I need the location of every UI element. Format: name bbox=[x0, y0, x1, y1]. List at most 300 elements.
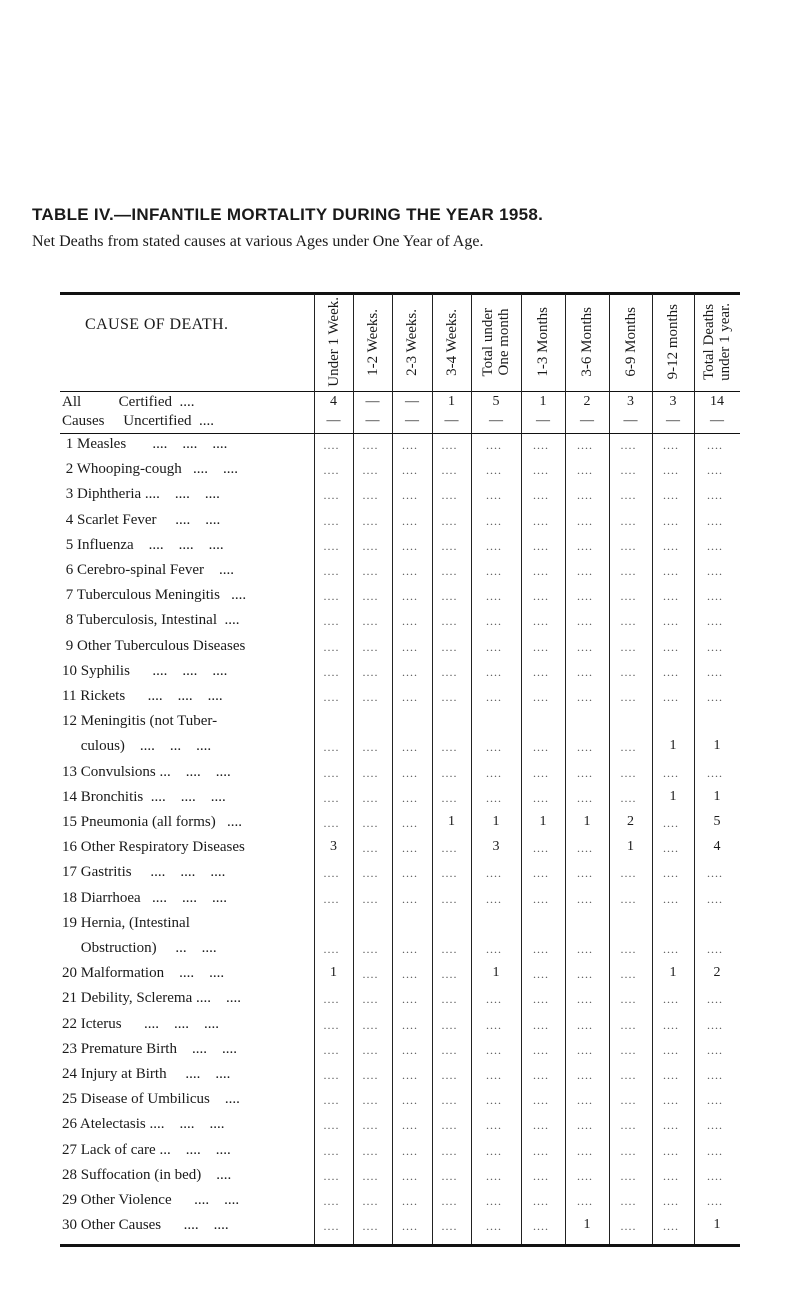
empty-cell: .... bbox=[707, 438, 723, 452]
empty-cell: .... bbox=[620, 1118, 637, 1133]
empty-cell: .... bbox=[486, 942, 502, 956]
empty-cell: .... bbox=[362, 1017, 379, 1032]
empty-cell: .... bbox=[533, 538, 549, 553]
empty-cell: .... bbox=[402, 639, 418, 654]
empty-cell: .... bbox=[486, 1194, 502, 1208]
empty-cell: .... bbox=[707, 463, 723, 478]
empty-cell: .... bbox=[707, 1017, 723, 1032]
empty-cell: .... bbox=[620, 438, 637, 452]
empty-cell: .... bbox=[402, 1194, 418, 1208]
empty-cell: .... bbox=[663, 816, 679, 830]
column-header-label: 3-4 Weeks. bbox=[443, 308, 460, 376]
empty-cell: .... bbox=[577, 513, 593, 528]
empty-cell: .... bbox=[533, 992, 549, 1007]
cell-value: 1 bbox=[669, 965, 677, 981]
empty-cell: .... bbox=[577, 488, 593, 503]
cell-value: 14 bbox=[710, 394, 724, 409]
empty-cell: .... bbox=[402, 438, 418, 452]
table-row bbox=[60, 965, 740, 983]
cell-value: 1 bbox=[713, 788, 721, 804]
empty-cell: .... bbox=[707, 1168, 723, 1183]
cell-value: — bbox=[623, 413, 638, 428]
empty-cell: .... bbox=[707, 891, 723, 906]
empty-cell: .... bbox=[620, 664, 637, 679]
empty-cell: .... bbox=[486, 564, 502, 578]
column-header-label: 6-9 Months bbox=[622, 307, 639, 377]
table-row bbox=[60, 789, 740, 807]
empty-cell: .... bbox=[441, 690, 458, 704]
cause-label: 3 Diphtheria .... .... .... bbox=[62, 486, 220, 503]
empty-cell: .... bbox=[486, 1168, 502, 1183]
cause-label: 21 Debility, Sclerema .... .... bbox=[62, 990, 241, 1007]
column-header-label: 2-3 Weeks. bbox=[404, 308, 420, 376]
empty-cell: .... bbox=[620, 790, 637, 805]
empty-cell: .... bbox=[402, 538, 418, 553]
empty-cell: .... bbox=[362, 463, 379, 478]
column-header-label: 1-2 Weeks. bbox=[364, 308, 381, 376]
cause-label: 13 Convulsions ... .... .... bbox=[62, 763, 231, 780]
empty-cell: .... bbox=[533, 1219, 549, 1234]
empty-cell: .... bbox=[441, 866, 458, 881]
empty-cell: .... bbox=[663, 942, 679, 956]
cause-label: 19 Hernia, (Intestinal bbox=[62, 914, 190, 931]
empty-cell: .... bbox=[707, 1093, 723, 1108]
column-header bbox=[471, 294, 521, 390]
all-causes-rule bbox=[60, 433, 740, 434]
empty-cell: .... bbox=[441, 1042, 458, 1057]
cause-column-header: CAUSE OF DEATH. bbox=[85, 316, 229, 333]
cell-value: — bbox=[405, 413, 419, 428]
cause-label: culous) .... ... .... bbox=[62, 738, 212, 755]
empty-cell: .... bbox=[441, 438, 458, 452]
empty-cell: .... bbox=[402, 992, 418, 1007]
empty-cell: .... bbox=[362, 564, 379, 578]
empty-cell: .... bbox=[577, 1017, 593, 1032]
empty-cell: .... bbox=[707, 538, 723, 553]
empty-cell: .... bbox=[577, 1093, 593, 1108]
empty-cell: .... bbox=[402, 488, 418, 503]
table-row bbox=[60, 738, 740, 756]
empty-cell: .... bbox=[441, 463, 458, 478]
empty-cell: .... bbox=[533, 614, 549, 629]
cause-label: 26 Atelectasis .... .... .... bbox=[62, 1116, 225, 1133]
empty-cell: .... bbox=[533, 488, 549, 503]
empty-cell: .... bbox=[362, 639, 379, 654]
empty-cell: .... bbox=[533, 1093, 549, 1108]
cell-value: — bbox=[326, 413, 341, 428]
empty-cell: .... bbox=[486, 438, 502, 452]
empty-cell: .... bbox=[402, 967, 418, 982]
empty-cell: .... bbox=[323, 816, 340, 830]
empty-cell: .... bbox=[441, 1219, 458, 1234]
empty-cell: .... bbox=[620, 614, 637, 629]
empty-cell: .... bbox=[323, 1143, 340, 1158]
empty-cell: .... bbox=[620, 690, 637, 704]
empty-cell: .... bbox=[323, 438, 340, 452]
empty-cell: .... bbox=[663, 1118, 679, 1133]
empty-cell: .... bbox=[323, 1017, 340, 1032]
table-row bbox=[60, 1016, 740, 1034]
empty-cell: .... bbox=[362, 1042, 379, 1057]
empty-cell: .... bbox=[707, 1194, 723, 1208]
empty-cell: .... bbox=[663, 463, 679, 478]
empty-cell: .... bbox=[620, 538, 637, 553]
empty-cell: .... bbox=[402, 463, 418, 478]
empty-cell: .... bbox=[533, 639, 549, 654]
table-row bbox=[60, 612, 740, 630]
empty-cell: .... bbox=[362, 1068, 379, 1082]
empty-cell: .... bbox=[707, 1143, 723, 1158]
empty-cell: .... bbox=[402, 1068, 418, 1082]
empty-cell: .... bbox=[441, 639, 458, 654]
empty-cell: .... bbox=[323, 463, 340, 478]
column-header bbox=[392, 294, 432, 390]
table-row bbox=[60, 713, 740, 731]
empty-cell: .... bbox=[402, 1168, 418, 1183]
empty-cell: .... bbox=[486, 765, 502, 780]
empty-cell: .... bbox=[486, 891, 502, 906]
empty-cell: .... bbox=[577, 1168, 593, 1183]
cell-value: 3 bbox=[330, 839, 337, 855]
cell-value: — bbox=[710, 413, 724, 428]
cause-label: 28 Suffocation (in bed) .... bbox=[62, 1166, 232, 1183]
empty-cell: .... bbox=[323, 664, 340, 679]
empty-cell: .... bbox=[577, 866, 593, 881]
empty-cell: .... bbox=[402, 1219, 418, 1234]
cell-value: 1 bbox=[583, 814, 591, 829]
table-row bbox=[60, 1066, 740, 1084]
empty-cell: .... bbox=[402, 564, 418, 578]
empty-cell: .... bbox=[577, 438, 593, 452]
empty-cell: .... bbox=[402, 664, 418, 679]
empty-cell: .... bbox=[707, 664, 723, 679]
empty-cell: .... bbox=[533, 942, 549, 956]
empty-cell: .... bbox=[486, 589, 502, 604]
table-row bbox=[60, 814, 740, 832]
empty-cell: .... bbox=[441, 1093, 458, 1108]
empty-cell: .... bbox=[707, 589, 723, 604]
empty-cell: .... bbox=[362, 967, 379, 982]
empty-cell: .... bbox=[486, 1093, 502, 1108]
table-row bbox=[60, 562, 740, 580]
empty-cell: .... bbox=[533, 891, 549, 906]
column-header bbox=[652, 294, 694, 390]
cause-label: 15 Pneumonia (all forms) .... bbox=[62, 814, 242, 830]
empty-cell: .... bbox=[620, 1219, 637, 1234]
table-row bbox=[60, 1091, 740, 1109]
column-header bbox=[314, 294, 353, 390]
cause-label: 22 Icterus .... .... .... bbox=[62, 1015, 220, 1032]
empty-cell: .... bbox=[707, 992, 723, 1007]
table-row bbox=[60, 461, 740, 479]
empty-cell: .... bbox=[441, 589, 458, 604]
empty-cell: .... bbox=[402, 841, 418, 856]
empty-cell: .... bbox=[533, 564, 549, 578]
empty-cell: .... bbox=[486, 1068, 502, 1082]
cell-value: — bbox=[405, 394, 419, 409]
table-row bbox=[60, 587, 740, 605]
cell-value: — bbox=[666, 413, 680, 428]
cause-label: 23 Premature Birth .... .... bbox=[62, 1040, 237, 1057]
empty-cell: .... bbox=[620, 740, 637, 755]
empty-cell: .... bbox=[533, 765, 549, 780]
column-header bbox=[694, 294, 740, 390]
empty-cell: .... bbox=[402, 942, 418, 956]
column-header bbox=[609, 294, 652, 390]
cause-label: 18 Diarrhoea .... .... .... bbox=[62, 889, 227, 906]
empty-cell: .... bbox=[441, 790, 458, 805]
empty-cell: .... bbox=[323, 488, 340, 503]
table-row bbox=[60, 436, 740, 454]
cause-label: 11 Rickets .... .... .... bbox=[62, 688, 223, 704]
empty-cell: .... bbox=[323, 639, 340, 654]
empty-cell: .... bbox=[402, 1118, 418, 1133]
empty-cell: .... bbox=[577, 614, 593, 629]
empty-cell: .... bbox=[707, 1118, 723, 1133]
empty-cell: .... bbox=[323, 690, 340, 704]
empty-cell: .... bbox=[707, 765, 723, 780]
empty-cell: .... bbox=[486, 992, 502, 1007]
cause-label: All Certified .... bbox=[62, 394, 195, 410]
empty-cell: .... bbox=[577, 841, 593, 856]
cell-value: 3 bbox=[492, 839, 500, 855]
empty-cell: .... bbox=[486, 1017, 502, 1032]
table-row bbox=[60, 1217, 740, 1235]
empty-cell: .... bbox=[663, 866, 679, 881]
empty-cell: .... bbox=[663, 992, 679, 1007]
empty-cell: .... bbox=[533, 1042, 549, 1057]
empty-cell: .... bbox=[663, 664, 679, 679]
cell-value: 1 bbox=[448, 814, 455, 829]
empty-cell: .... bbox=[402, 1017, 418, 1032]
cause-label: Obstruction) ... .... bbox=[62, 940, 217, 956]
empty-cell: .... bbox=[577, 790, 593, 805]
empty-cell: .... bbox=[663, 1219, 679, 1234]
cell-value: 1 bbox=[539, 814, 547, 829]
empty-cell: .... bbox=[707, 564, 723, 578]
empty-cell: .... bbox=[663, 614, 679, 629]
empty-cell: .... bbox=[486, 740, 502, 755]
empty-cell: .... bbox=[663, 1017, 679, 1032]
column-header bbox=[565, 294, 609, 390]
empty-cell: .... bbox=[362, 438, 379, 452]
cause-label: 4 Scarlet Fever .... .... bbox=[62, 511, 221, 528]
empty-cell: .... bbox=[577, 589, 593, 604]
empty-cell: .... bbox=[577, 891, 593, 906]
empty-cell: .... bbox=[577, 463, 593, 478]
table-subtitle: Net Deaths from stated causes at various Ages under One Year of Age. bbox=[32, 233, 484, 250]
empty-cell: .... bbox=[441, 841, 458, 856]
empty-cell: .... bbox=[620, 1017, 637, 1032]
cell-value: 3 bbox=[669, 394, 677, 409]
cell-value: 1 bbox=[713, 1217, 721, 1233]
empty-cell: .... bbox=[486, 1219, 502, 1234]
empty-cell: .... bbox=[486, 690, 502, 704]
cause-label: 14 Bronchitis .... .... .... bbox=[62, 788, 226, 805]
table-row bbox=[60, 990, 740, 1008]
table-row bbox=[60, 1192, 740, 1210]
empty-cell: .... bbox=[441, 1168, 458, 1183]
table-row bbox=[60, 512, 740, 530]
cell-value: 5 bbox=[492, 394, 500, 409]
empty-cell: .... bbox=[486, 1118, 502, 1133]
empty-cell: .... bbox=[323, 513, 340, 528]
column-header bbox=[353, 294, 392, 390]
empty-cell: .... bbox=[486, 538, 502, 553]
empty-cell: .... bbox=[486, 1042, 502, 1057]
empty-cell: .... bbox=[533, 664, 549, 679]
empty-cell: .... bbox=[663, 589, 679, 604]
empty-cell: .... bbox=[620, 513, 637, 528]
table-row bbox=[60, 764, 740, 782]
empty-cell: .... bbox=[362, 664, 379, 679]
empty-cell: .... bbox=[362, 1093, 379, 1108]
empty-cell: .... bbox=[620, 1168, 637, 1183]
empty-cell: .... bbox=[323, 765, 340, 780]
column-header-label: 1-3 Months bbox=[535, 307, 551, 377]
empty-cell: .... bbox=[577, 639, 593, 654]
empty-cell: .... bbox=[362, 1194, 379, 1208]
empty-cell: .... bbox=[402, 765, 418, 780]
header-rule bbox=[60, 391, 740, 392]
empty-cell: .... bbox=[486, 488, 502, 503]
empty-cell: .... bbox=[362, 942, 379, 956]
cell-value: — bbox=[444, 413, 459, 428]
empty-cell: .... bbox=[441, 891, 458, 906]
empty-cell: .... bbox=[663, 488, 679, 503]
empty-cell: .... bbox=[663, 891, 679, 906]
empty-cell: .... bbox=[577, 992, 593, 1007]
cell-value: 2 bbox=[583, 394, 591, 409]
empty-cell: .... bbox=[533, 1168, 549, 1183]
cause-label: 24 Injury at Birth .... .... bbox=[62, 1066, 231, 1082]
empty-cell: .... bbox=[663, 765, 679, 780]
empty-cell: .... bbox=[486, 513, 502, 528]
cell-value: 1 bbox=[448, 394, 455, 409]
empty-cell: .... bbox=[620, 1143, 637, 1158]
empty-cell: .... bbox=[663, 1168, 679, 1183]
empty-cell: .... bbox=[663, 1042, 679, 1057]
empty-cell: .... bbox=[402, 740, 418, 755]
cause-label: 6 Cerebro-spinal Fever .... bbox=[62, 562, 235, 578]
empty-cell: .... bbox=[620, 866, 637, 881]
empty-cell: .... bbox=[533, 866, 549, 881]
empty-cell: .... bbox=[707, 1068, 723, 1082]
empty-cell: .... bbox=[707, 513, 723, 528]
empty-cell: .... bbox=[323, 866, 340, 881]
empty-cell: .... bbox=[577, 967, 593, 982]
table-title: TABLE IV.—INFANTILE MORTALITY DURING THE YEAR 1958. bbox=[32, 205, 544, 224]
empty-cell: .... bbox=[620, 891, 637, 906]
empty-cell: .... bbox=[486, 664, 502, 679]
empty-cell: .... bbox=[441, 1143, 458, 1158]
empty-cell: .... bbox=[577, 1118, 593, 1133]
table-row bbox=[60, 638, 740, 656]
empty-cell: .... bbox=[533, 690, 549, 704]
empty-cell: .... bbox=[707, 942, 723, 956]
empty-cell: .... bbox=[323, 942, 340, 956]
table-row bbox=[60, 890, 740, 908]
empty-cell: .... bbox=[362, 891, 379, 906]
empty-cell: .... bbox=[441, 942, 458, 956]
empty-cell: .... bbox=[533, 740, 549, 755]
empty-cell: .... bbox=[533, 1068, 549, 1082]
cell-value: — bbox=[365, 394, 380, 409]
cause-label: 20 Malformation .... .... bbox=[62, 965, 225, 982]
empty-cell: .... bbox=[620, 942, 637, 956]
table-row bbox=[60, 663, 740, 681]
cell-value: 1 bbox=[669, 738, 677, 754]
empty-cell: .... bbox=[441, 1017, 458, 1032]
cause-label: 1 Measles .... .... .... bbox=[62, 436, 228, 452]
empty-cell: .... bbox=[707, 690, 723, 704]
empty-cell: .... bbox=[486, 639, 502, 654]
empty-cell: .... bbox=[402, 1042, 418, 1057]
empty-cell: .... bbox=[441, 765, 458, 780]
empty-cell: .... bbox=[620, 1194, 637, 1208]
empty-cell: .... bbox=[663, 690, 679, 704]
empty-cell: .... bbox=[323, 1093, 340, 1108]
empty-cell: .... bbox=[402, 790, 418, 805]
empty-cell: .... bbox=[441, 967, 458, 982]
empty-cell: .... bbox=[441, 564, 458, 578]
cause-label: 27 Lack of care ... .... .... bbox=[62, 1141, 231, 1158]
empty-cell: .... bbox=[707, 488, 723, 503]
cell-value: 1 bbox=[539, 394, 547, 409]
column-header-label: Total Deaths under 1 year. bbox=[701, 303, 733, 381]
empty-cell: .... bbox=[362, 1219, 379, 1234]
table-row bbox=[60, 1116, 740, 1134]
empty-cell: .... bbox=[486, 1143, 502, 1158]
cause-label: 16 Other Respiratory Diseases bbox=[62, 839, 245, 856]
empty-cell: .... bbox=[533, 513, 549, 528]
cell-value: 1 bbox=[583, 1217, 591, 1233]
empty-cell: .... bbox=[362, 1143, 379, 1158]
table-row bbox=[60, 486, 740, 504]
empty-cell: .... bbox=[441, 992, 458, 1007]
empty-cell: .... bbox=[362, 538, 379, 553]
empty-cell: .... bbox=[533, 1118, 549, 1133]
empty-cell: .... bbox=[441, 740, 458, 755]
table-row bbox=[60, 915, 740, 933]
empty-cell: .... bbox=[663, 513, 679, 528]
empty-cell: .... bbox=[577, 942, 593, 956]
empty-cell: .... bbox=[707, 614, 723, 629]
table-row bbox=[60, 394, 740, 412]
cell-value: 2 bbox=[713, 965, 721, 981]
empty-cell: .... bbox=[620, 488, 637, 503]
empty-cell: .... bbox=[323, 992, 340, 1007]
cause-label: 8 Tuberculosis, Intestinal .... bbox=[62, 612, 240, 629]
empty-cell: .... bbox=[663, 1143, 679, 1158]
table-row bbox=[60, 1041, 740, 1059]
empty-cell: .... bbox=[323, 1219, 340, 1234]
empty-cell: .... bbox=[577, 690, 593, 704]
empty-cell: .... bbox=[663, 841, 679, 856]
empty-cell: .... bbox=[362, 589, 379, 604]
empty-cell: .... bbox=[402, 1143, 418, 1158]
empty-cell: .... bbox=[362, 992, 379, 1007]
empty-cell: .... bbox=[533, 967, 549, 982]
empty-cell: .... bbox=[323, 564, 340, 578]
empty-cell: .... bbox=[362, 765, 379, 780]
empty-cell: .... bbox=[362, 1168, 379, 1183]
empty-cell: .... bbox=[323, 1118, 340, 1133]
empty-cell: .... bbox=[577, 1068, 593, 1082]
cell-value: 3 bbox=[627, 394, 634, 409]
column-header-label: 3-6 Months bbox=[579, 307, 595, 377]
empty-cell: .... bbox=[620, 1093, 637, 1108]
